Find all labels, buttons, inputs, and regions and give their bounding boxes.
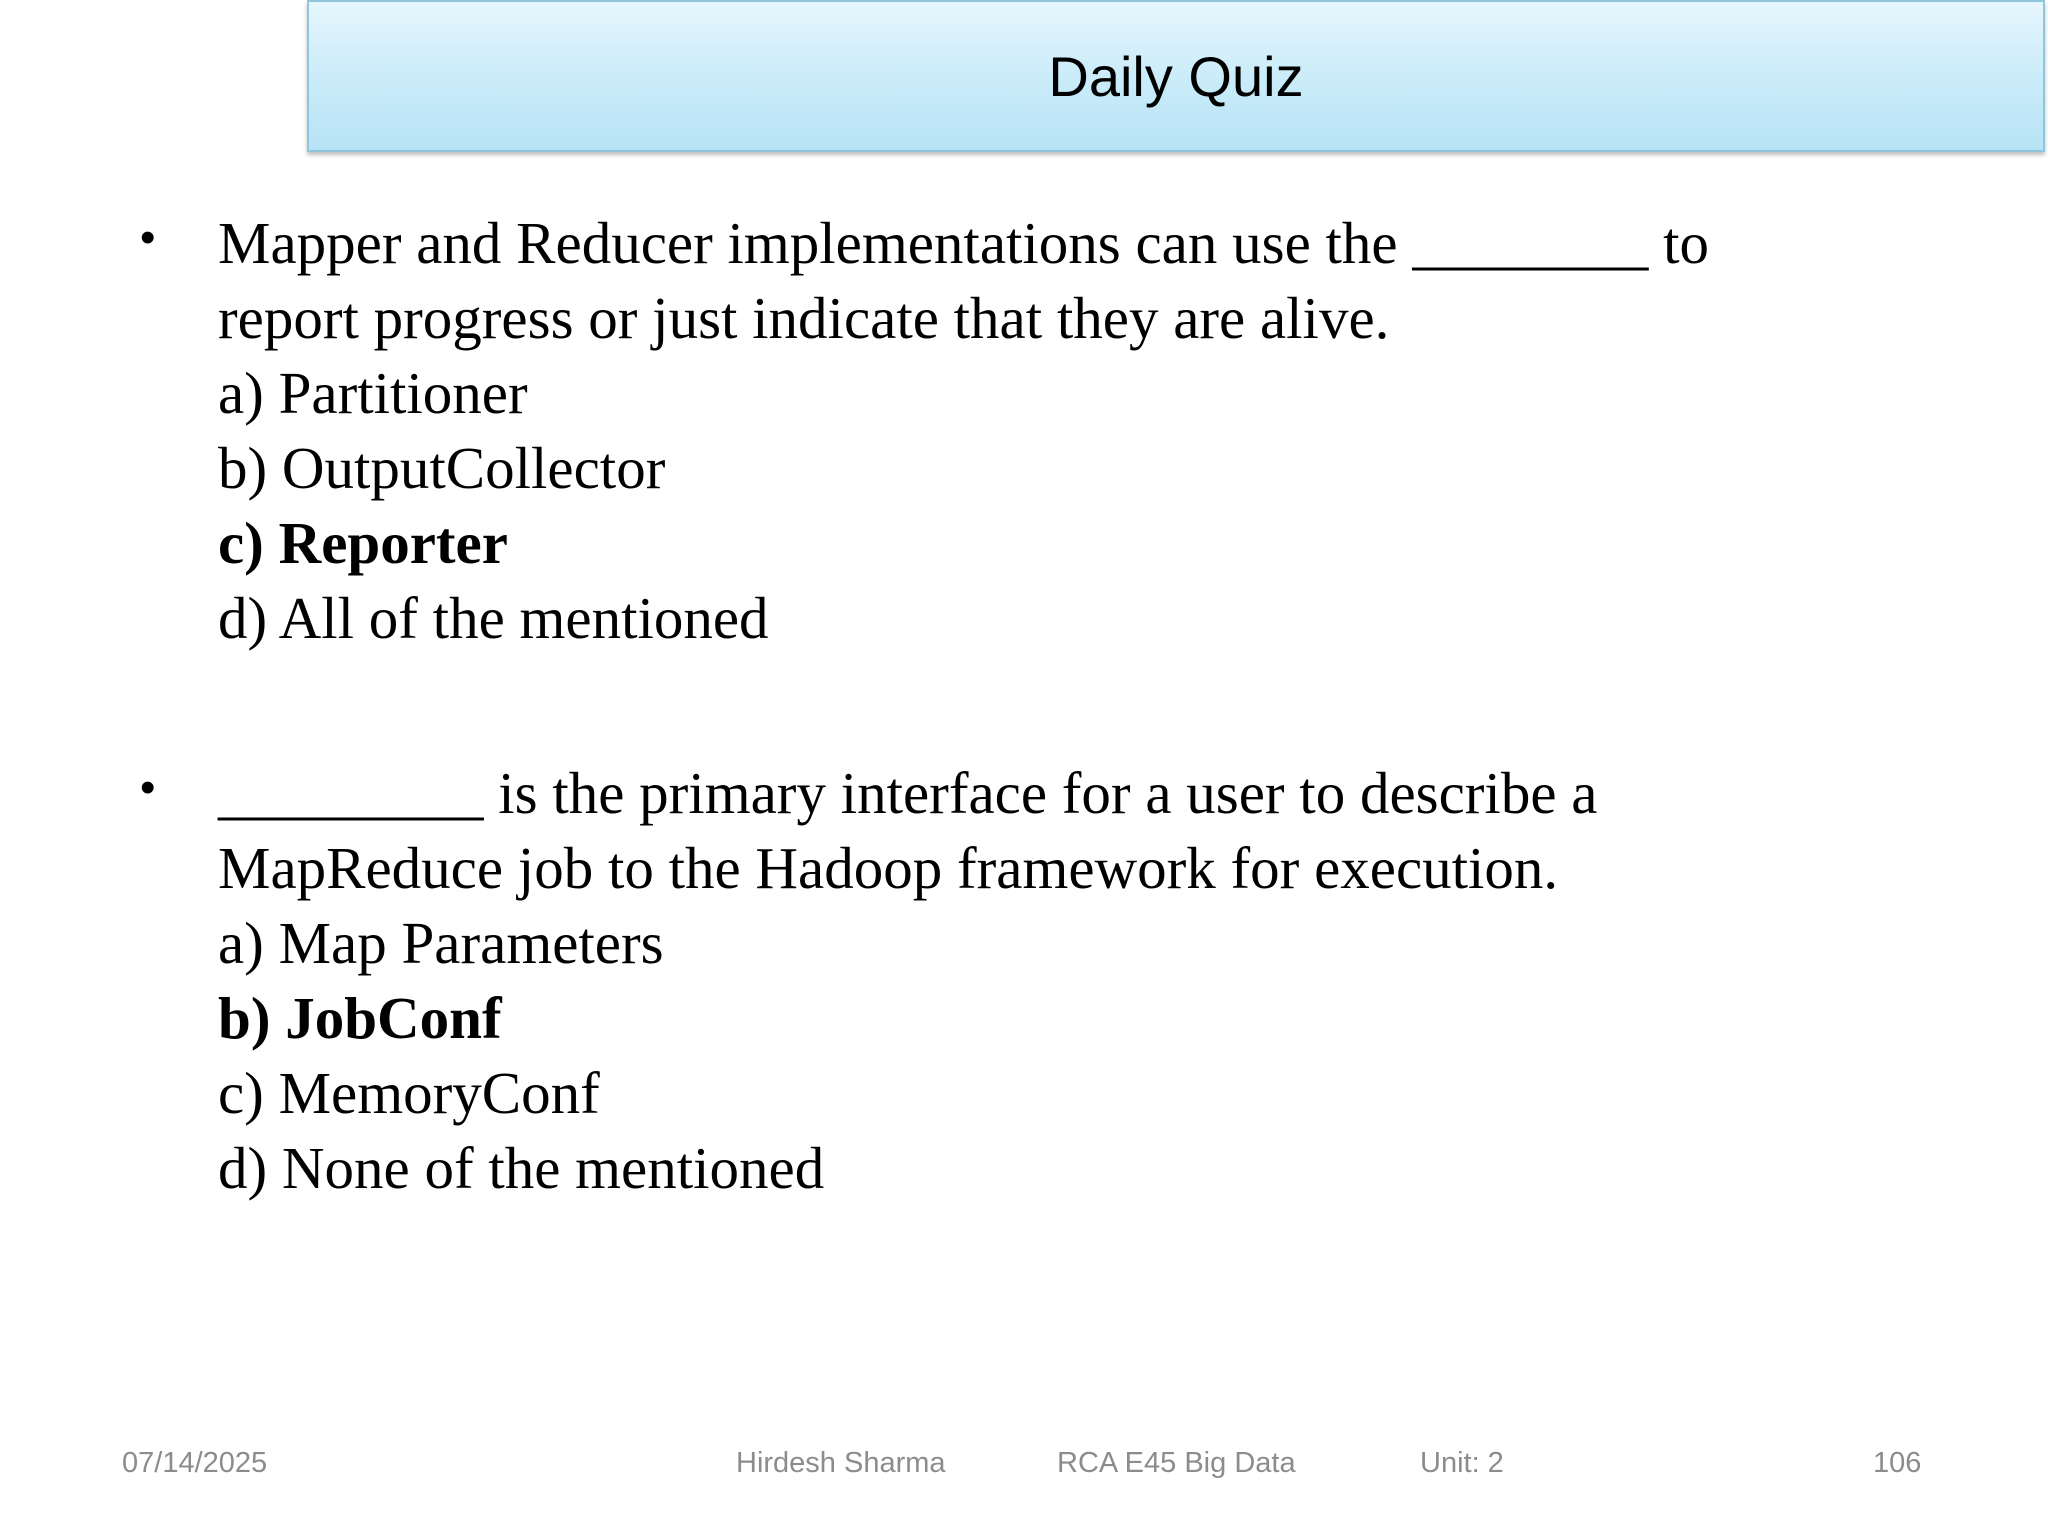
footer-page-number: 106	[1873, 1447, 1922, 1479]
question-1-prompt-line-2: report progress or just indicate that they are alive.	[218, 285, 1390, 351]
footer-course: RCA E45 Big Data	[1057, 1447, 1296, 1479]
question-2-option-b-answer: b) JobConf	[218, 985, 502, 1051]
question-1-prompt-line-1: Mapper and Reducer implementations can use the ________ to	[218, 210, 1709, 276]
question-2-option-d: d) None of the mentioned	[218, 1135, 825, 1201]
bullet-icon: •	[140, 763, 156, 812]
footer-unit: Unit: 2	[1420, 1447, 1504, 1479]
bullet-icon: •	[140, 213, 156, 262]
question-1-body	[218, 206, 1978, 656]
question-2-option-a: a) Map Parameters	[218, 910, 664, 976]
footer-author: Hirdesh Sharma	[736, 1447, 946, 1479]
question-2-body	[218, 756, 1978, 1206]
question-2-prompt-line-1: _________ is the primary interface for a user to describe a	[218, 760, 1598, 826]
question-1-option-a: a) Partitioner	[218, 360, 528, 426]
question-2-option-c: c) MemoryConf	[218, 1060, 600, 1126]
question-1-option-c-answer: c) Reporter	[218, 510, 508, 576]
slide-title: Daily Quiz	[1048, 44, 1304, 108]
question-2-prompt-line-2: MapReduce job to the Hadoop framework for execution.	[218, 835, 1559, 901]
question-1-option-b: b) OutputCollector	[218, 435, 666, 501]
footer-date: 07/14/2025	[122, 1447, 268, 1479]
question-1-option-d: d) All of the mentioned	[218, 585, 769, 651]
